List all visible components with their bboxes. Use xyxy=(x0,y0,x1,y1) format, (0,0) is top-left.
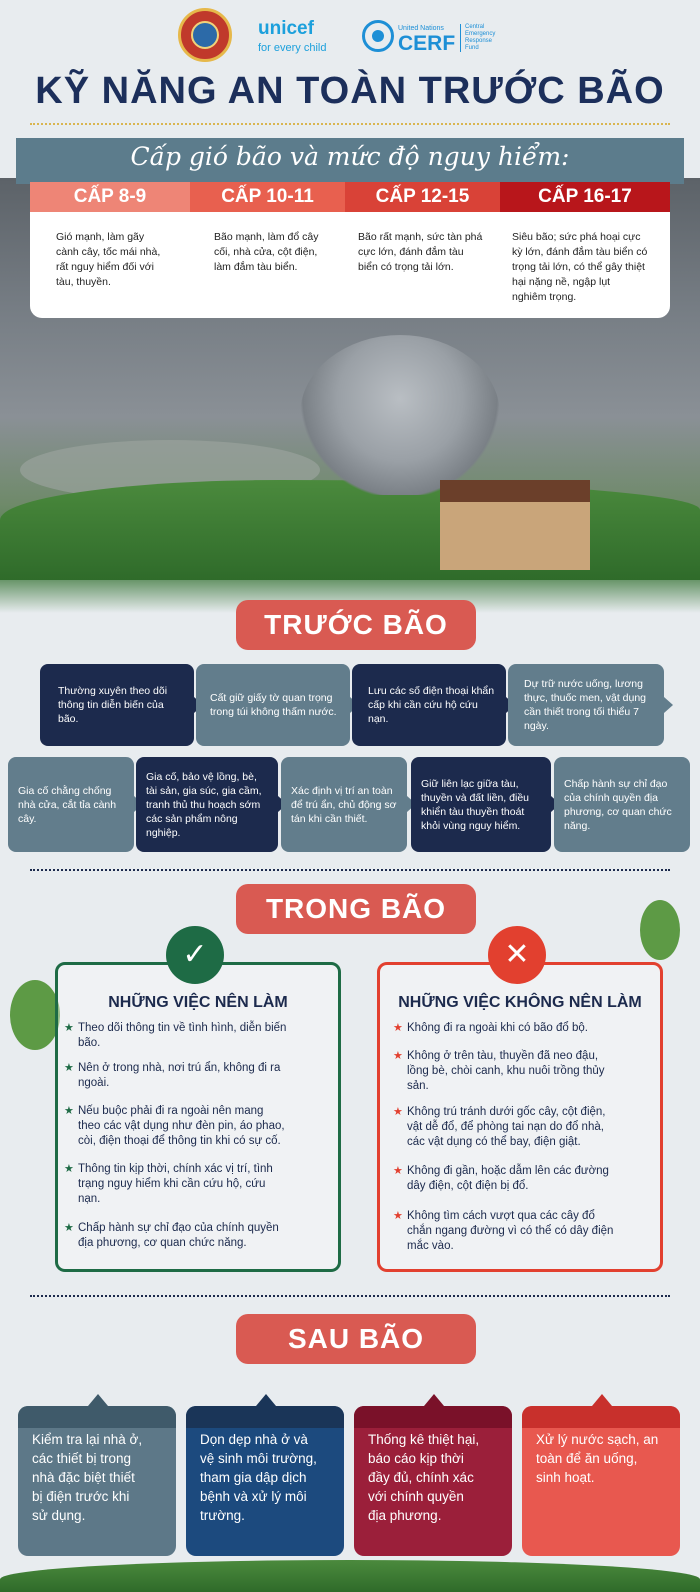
before-tip: Dự trữ nước uống, lương thực, thuốc men, vật dụng cần thiết trong tối thiểu 7 ngày. xyxy=(508,664,664,746)
tornado-icon xyxy=(300,335,500,495)
dont-item: ★ Không đi ra ngoài khi có bão đổ bộ. xyxy=(393,1022,588,1034)
level-description: Gió mạnh, làm gãy cành cây, tốc mái nhà, rất nguy hiểm đối với tàu, thuyền. xyxy=(56,231,161,288)
field-shape xyxy=(0,480,700,580)
do-item: ★ Theo dõi thông tin về tình hình, diễn biến bão. xyxy=(64,1022,287,1049)
level-description: Bão mạnh, làm đổ cây cối, nhà cửa, cột điện, làm đắm tàu biển. xyxy=(214,231,319,273)
after-tip: Thống kê thiệt hại, báo cáo kịp thời đầy đủ, chính xác với chính quyền địa phương. xyxy=(354,1406,512,1556)
check-icon: ✓ xyxy=(166,926,224,984)
arrow-up-icon xyxy=(88,1394,108,1406)
section-title-during: TRONG BÃO xyxy=(236,884,476,934)
section-title-before: TRƯỚC BÃO xyxy=(236,600,476,650)
cerf-full-name: Central Emergency Response Fund xyxy=(460,24,495,52)
tree-icon xyxy=(640,900,680,960)
before-tip: Chấp hành sự chỉ đạo của chính quyền địa phương, cơ quan chức năng. xyxy=(554,757,690,852)
after-tip: Kiểm tra lại nhà ở, các thiết bị trong nhà đặc biệt thiết bị điện trước khi sử dụng. xyxy=(18,1406,176,1556)
before-tip: Thường xuyên theo dõi thông tin diễn biến của bão. xyxy=(40,664,194,746)
before-tip: Lưu các số điện thoại khẩn cấp khi cần cứu hộ cứu nạn. xyxy=(352,664,506,746)
do-item: ★ Thông tin kịp thời, chính xác vị trí, tình trạng nguy hiểm khi cần cứu hộ, cứu nạn. xyxy=(64,1163,273,1205)
do-item: ★ Nên ở trong nhà, nơi trú ẩn, không đi ra ngoài. xyxy=(64,1062,281,1089)
cross-icon: ✕ xyxy=(488,926,546,984)
do-item: ★ Nếu buộc phải đi ra ngoài nên mang theo các vật dụng như đèn pin, áo phao, còi, điện thoại để thông tin khi có sự cố. xyxy=(64,1105,285,1147)
unicef-tagline: for every child xyxy=(258,42,327,54)
dont-item: ★ Không tìm cách vượt qua các cây đổ chắn ngang đường vì có thể có dây điện mắc vào. xyxy=(393,1210,614,1252)
section-divider xyxy=(30,869,670,871)
before-tip: Xác định vị trí an toàn để trú ẩn, chủ động sơ tán khi cần thiết. xyxy=(281,757,407,852)
title-divider xyxy=(30,123,670,125)
before-tip: Gia cố, bảo vệ lồng, bè, tài sản, gia súc, gia cầm, tranh thủ thu hoạch sớm các sản phẩm nông nghiệp. xyxy=(136,757,278,852)
levels-banner-title: Cấp gió bão và mức độ nguy hiểm: xyxy=(130,142,570,171)
levels-card xyxy=(30,182,670,318)
damaged-house-icon xyxy=(440,480,590,570)
dont-item: ★ Không đi gần, hoặc dẫm lên các đường dây điện, cột điện bị đổ. xyxy=(393,1165,609,1192)
level-label: CẤP 16-17 xyxy=(500,182,670,212)
arrow-right-icon xyxy=(664,697,673,713)
page-title: KỸ NĂNG AN TOÀN TRƯỚC BÃO xyxy=(35,70,665,112)
after-tip: Xử lý nước sạch, an toàn để ăn uống, sinh hoạt. xyxy=(522,1406,680,1556)
tree-icon xyxy=(10,980,60,1050)
level-label: CẤP 12-15 xyxy=(345,182,500,212)
un-emblem-icon xyxy=(362,20,394,52)
unicef-logo xyxy=(258,18,338,54)
arrow-up-icon xyxy=(592,1394,612,1406)
arrow-up-icon xyxy=(256,1394,276,1406)
section-divider xyxy=(30,1295,670,1297)
before-tip: Cất giữ giấy tờ quan trọng trong túi không thấm nước. xyxy=(196,664,350,746)
after-tip: Dọn dẹp nhà ở và vệ sinh môi trường, tham gia dập dịch bệnh và xử lý môi trường. xyxy=(186,1406,344,1556)
cerf-org: United Nations xyxy=(398,25,444,32)
before-tip: Gia cố chằng chống nhà cửa, cắt tỉa cành cây. xyxy=(8,757,134,852)
ground-shape xyxy=(0,1560,700,1592)
emblem-logo xyxy=(178,8,232,62)
level-label: CẤP 8-9 xyxy=(30,182,190,212)
do-title: NHỮNG VIỆC NÊN LÀM xyxy=(108,994,288,1011)
before-tip: Giữ liên lạc giữa tàu, thuyền và đất liền, điều khiển tàu thuyền thoát khỏi vùng nguy hiểm. xyxy=(411,757,551,852)
dont-title: NHỮNG VIỆC KHÔNG NÊN LÀM xyxy=(398,994,642,1011)
header-logos xyxy=(0,6,700,64)
level-label: CẤP 10-11 xyxy=(190,182,345,212)
level-description: Bão rất mạnh, sức tàn phá cực lớn, đánh đắm tàu biển có trọng tải lớn. xyxy=(358,231,483,273)
unicef-name: unicef xyxy=(258,18,314,39)
arrow-up-icon xyxy=(424,1394,444,1406)
level-description: Siêu bão; sức phá hoại cực kỳ lớn, đánh đắm tàu biển có trọng tải lớn, có thể gây thiệt hại nặng nề, ngập lụt nghiêm trọng. xyxy=(512,231,648,303)
dont-item: ★ Không trú tránh dưới gốc cây, cột điện, vật dễ đổ, để phòng tai nạn do đổ nhà, các vật dụng có thể bay, điện giật. xyxy=(393,1106,606,1148)
section-title-after: SAU BÃO xyxy=(236,1314,476,1364)
dont-item: ★ Không ở trên tàu, thuyền đã neo đậu, lồng bè, chòi canh, khu nuôi trồng thủy sản. xyxy=(393,1050,605,1092)
cerf-name: CERF xyxy=(398,32,456,55)
do-item: ★ Chấp hành sự chỉ đạo của chính quyền địa phương, cơ quan chức năng. xyxy=(64,1222,279,1249)
